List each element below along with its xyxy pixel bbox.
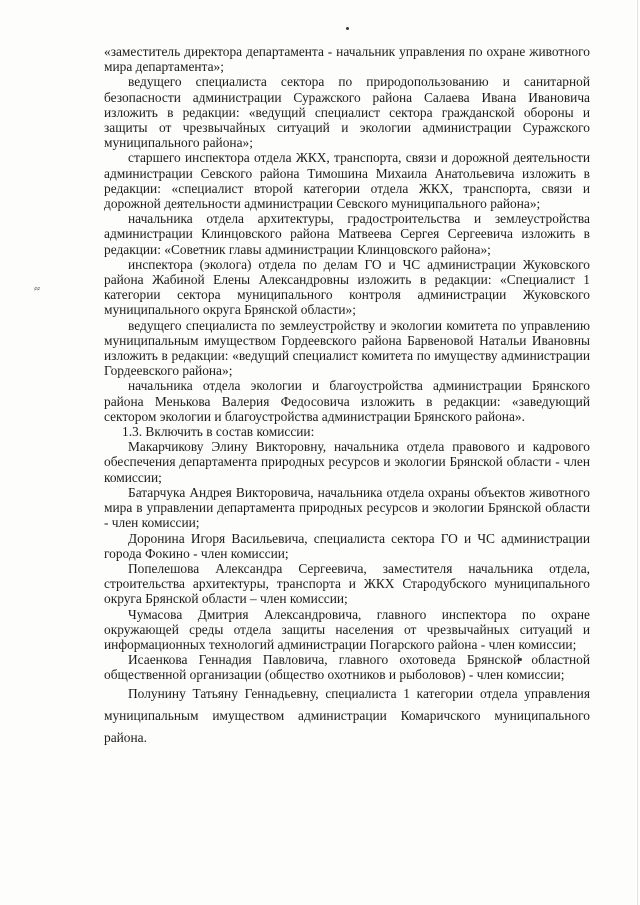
commission-member: Исаенкова Геннадия Павловича, главного охотоведа Брянской областной общественной организации (общество охотников и рыболовов) - член комиссии;	[104, 652, 590, 683]
commission-member: Полунину Татьяну Геннадьевну, специалиста 1 категории отдела управления муниципальным имуществом администрации Комаричского муниципального района.	[104, 685, 590, 745]
paragraph: «заместитель директора департамента - начальник управления по охране животного мира департамента»;	[104, 44, 590, 75]
paragraph: старшего инспектора отдела ЖКХ, транспорта, связи и дорожной деятельности администрации Севского района Тимошина Михаила Анатольевича изложить в редакции: «специалист второй категории отдела ЖКХ, транспорта, связи и дорожной деятельности администрации Севского муниципального района»;	[104, 150, 590, 212]
paragraph: начальника отдела архитектуры, градостроительства и землеустройства администрации Клинцовского района Матвеева Сергея Сергеевича изложить в редакции: «Советник главы администрации Клинцовского района»;	[104, 211, 590, 257]
scan-edge-line	[637, 0, 638, 905]
commission-member: Чумасова Дмитрия Александровича, главного инспектора по охране окружающей среды отдела защиты населения от чрезвычайных ситуаций и информационных технологий администрации Погарского района - член комиссии;	[104, 606, 590, 652]
commission-member: Макарчикову Элину Викторовну, начальника отдела правового и кадрового обеспечения департамента природных ресурсов и экологии Брянской области - член комиссии;	[104, 439, 590, 485]
document-body	[104, 44, 590, 749]
paragraph: ведущего специалиста сектора по природопользованию и санитарной безопасности администрации Суражского района Салаева Ивана Ивановича изложить в редакции: «ведущий специалист сектора гражданской обороны и защиты от чрезвычайных ситуаций и экологии администрации Суражского муниципального района»;	[104, 74, 590, 151]
paragraph: начальника отдела экологии и благоустройства администрации Брянского района Менькова Валерия Федосовича изложить в редакции: «заведующий сектором экологии и благоустройства администрации Брянского района».	[104, 378, 590, 424]
section-heading: 1.3. Включить в состав комиссии:	[122, 424, 315, 440]
margin-scribble: ⸗⸗	[34, 284, 40, 294]
commission-member: Батарчука Андрея Викторовича, начальника отдела охраны объектов животного мира в управлении департамента природных ресурсов и экологии Брянской области - член комиссии;	[104, 484, 590, 531]
commission-member: Доронина Игоря Васильевича, специалиста сектора ГО и ЧС администрации города Фокино - член комиссии;	[104, 530, 590, 561]
scan-speck	[346, 27, 349, 30]
paragraph: инспектора (эколога) отдела по делам ГО и ЧС администрации Жуковского района Жабиной Елены Александровны изложить в редакции: «Специалист 1 категории сектора муниципального контроля администрации Жуковского муниципального округа Брянской области»;	[104, 256, 590, 318]
paragraph: ведущего специалиста по землеустройству и экологии комитета по управлению муниципальным имуществом Гордеевского района Барвеновой Натальи Ивановны изложить в редакции: «ведущий специалист комитета по имуществу администрации Гордеевского района»;	[104, 317, 590, 379]
commission-member: Попелешова Александра Сергеевича, заместителя начальника отдела, строительства архитектуры, транспорта и ЖКХ Стародубского муниципального округа Брянской области – член комиссии;	[104, 560, 590, 607]
